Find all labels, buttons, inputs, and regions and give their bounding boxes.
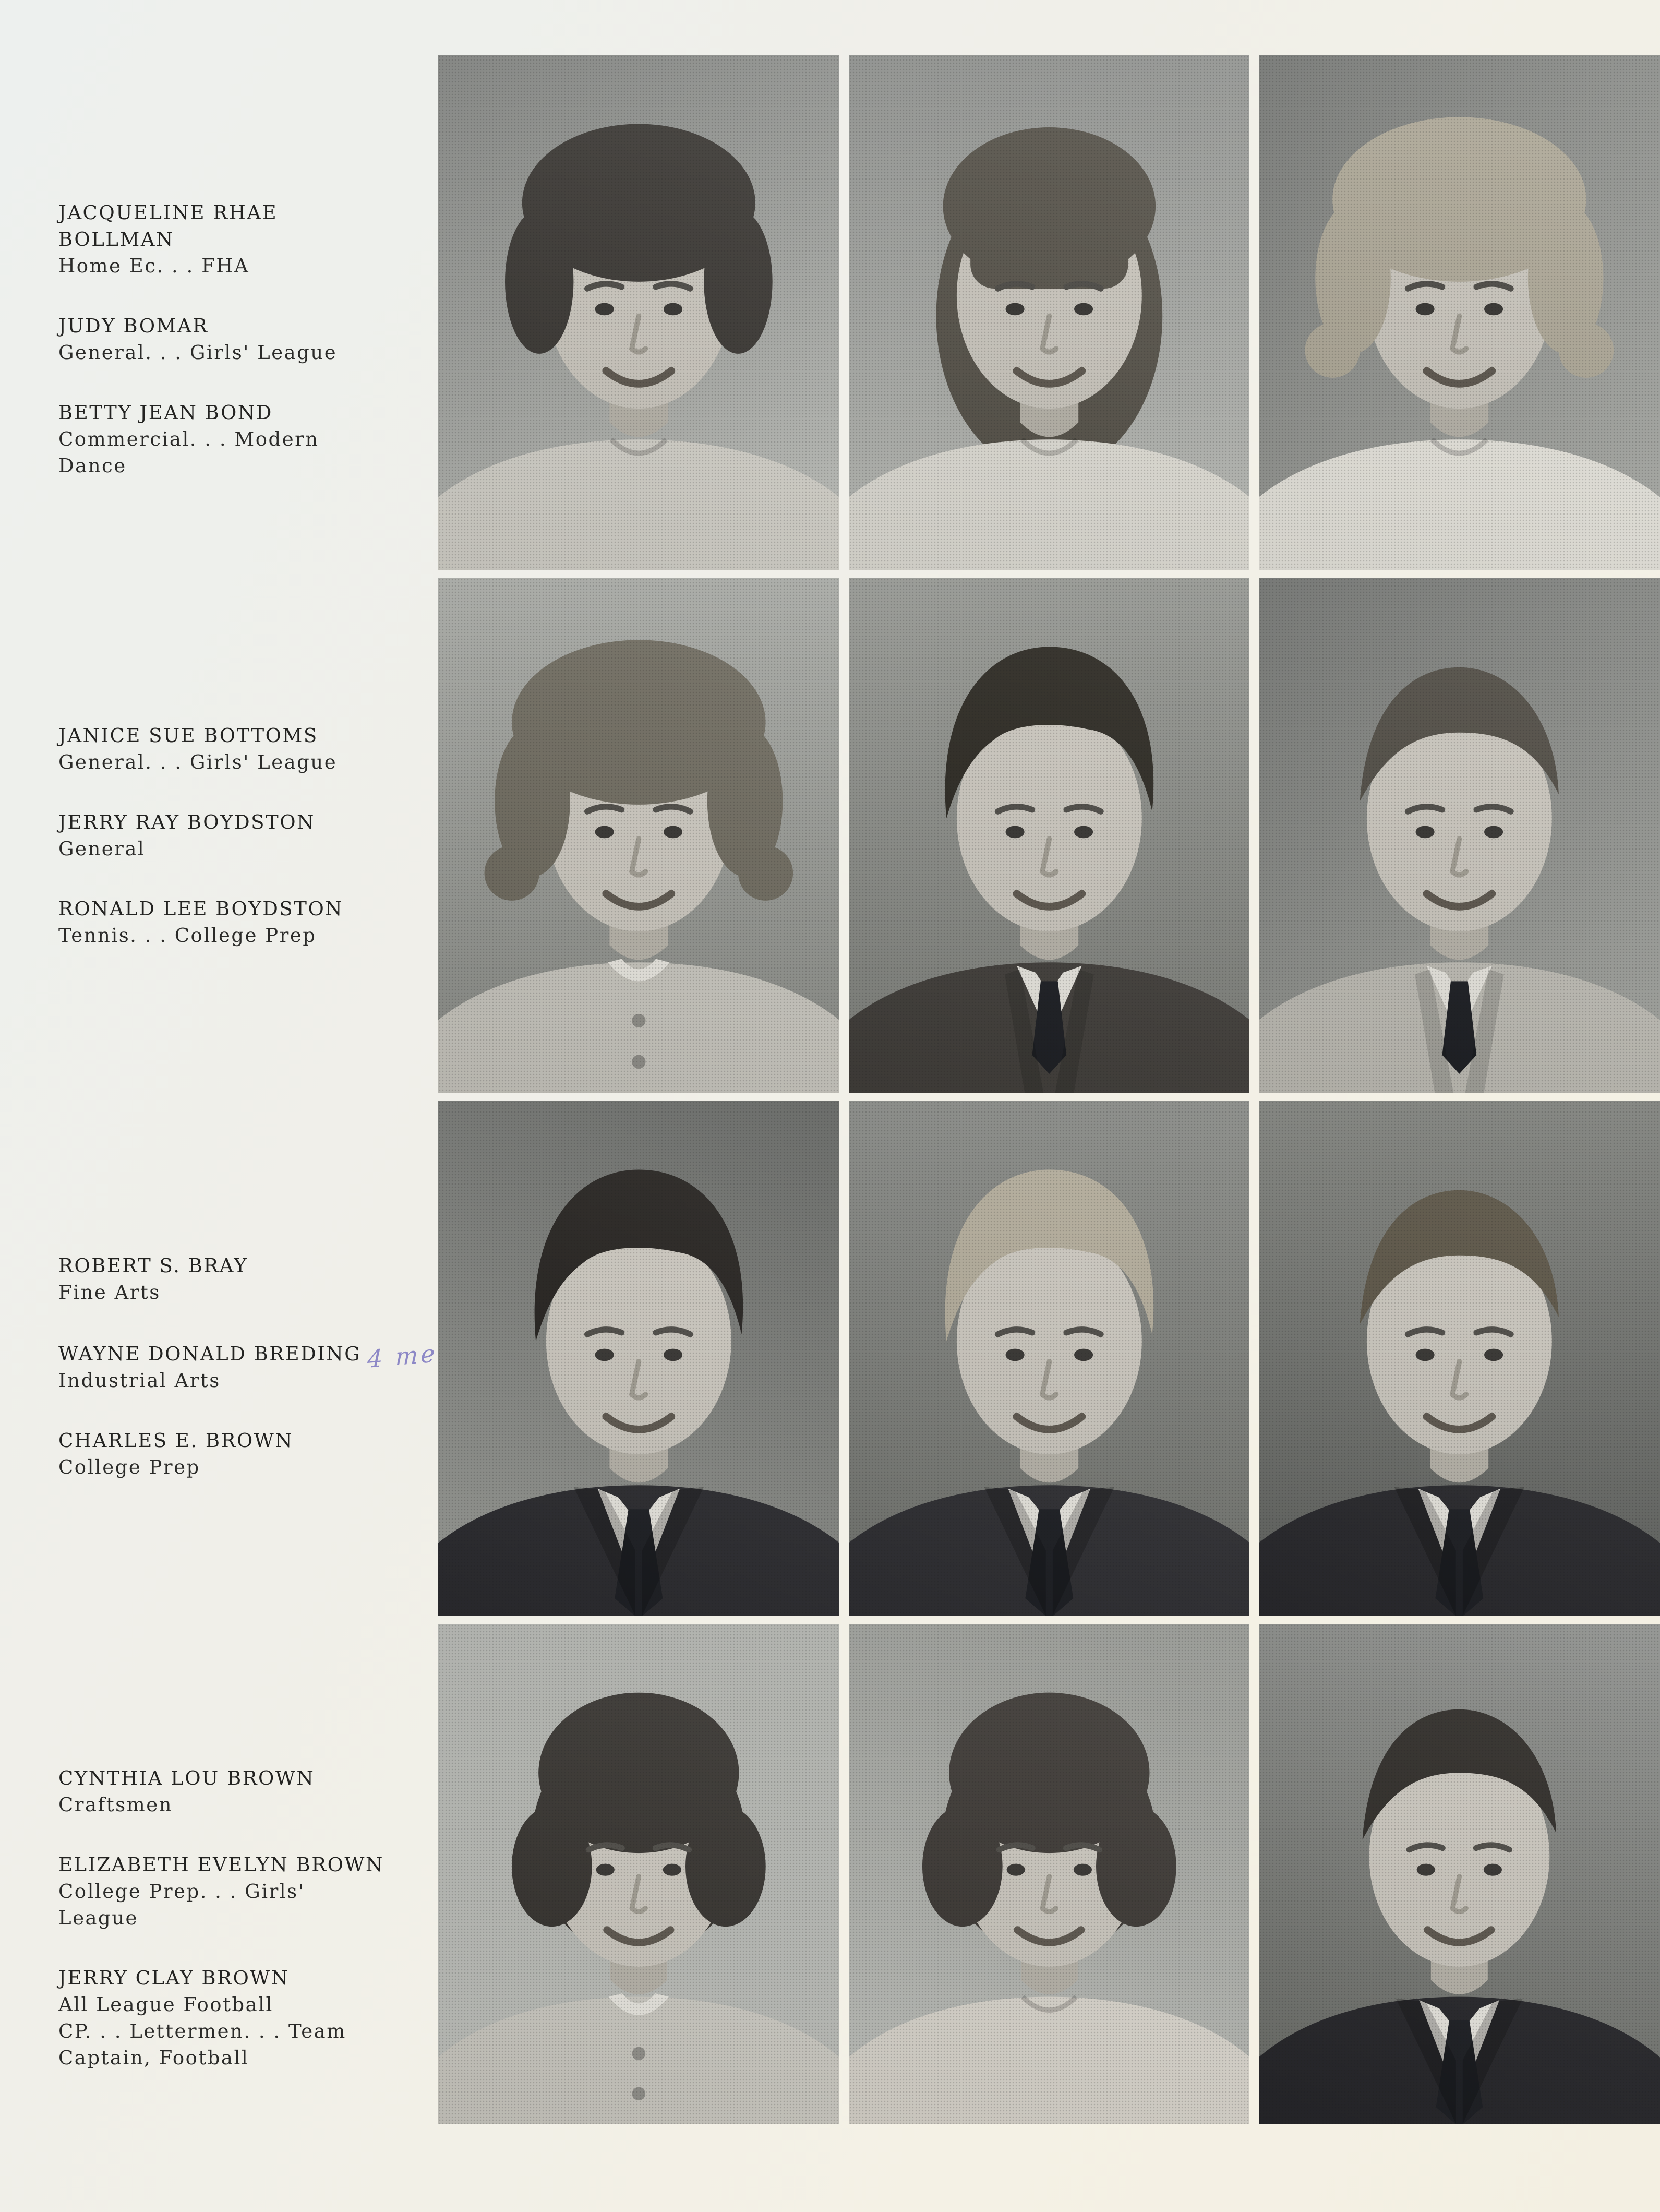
student-name bbox=[58, 1338, 438, 1374]
portrait-illustration bbox=[1259, 55, 1660, 570]
student-name bbox=[58, 895, 430, 922]
student-activity-line: Home Ec. . . FHA bbox=[58, 255, 250, 277]
portrait-illustration bbox=[1259, 578, 1660, 1093]
portrait-illustration bbox=[849, 1101, 1250, 1616]
portrait-illustration bbox=[849, 55, 1250, 570]
portrait-illustration bbox=[438, 1101, 839, 1616]
yearbook-photo bbox=[1259, 578, 1660, 1093]
student-entry bbox=[58, 199, 430, 279]
student-name bbox=[58, 313, 430, 339]
student-activities bbox=[58, 1991, 430, 2071]
yearbook-photo bbox=[438, 55, 839, 570]
portrait-illustration bbox=[1259, 1101, 1660, 1616]
portrait-illustration bbox=[849, 578, 1250, 1093]
student-name-line: RONALD LEE BOYDSTON bbox=[58, 898, 344, 920]
student-activity-line: General. . . Girls' League bbox=[58, 751, 338, 773]
yearbook-photo bbox=[438, 578, 839, 1093]
yearbook-photo bbox=[849, 578, 1250, 1093]
portrait-illustration bbox=[1259, 1624, 1660, 2124]
student-name bbox=[58, 1252, 430, 1279]
student-activities bbox=[58, 426, 430, 479]
student-name-line: JERRY RAY BOYDSTON bbox=[58, 811, 315, 833]
student-activity-line: All League Football bbox=[58, 1993, 273, 2016]
yearbook-photo bbox=[1259, 1624, 1660, 2124]
caption-group-3 bbox=[58, 1252, 438, 1480]
student-name-line: JUDY BOMAR bbox=[58, 315, 209, 337]
student-entry bbox=[58, 399, 430, 479]
student-entry bbox=[58, 809, 430, 862]
student-name-line: CYNTHIA LOU BROWN bbox=[58, 1767, 315, 1789]
student-name bbox=[58, 1427, 430, 1454]
student-name bbox=[58, 809, 430, 835]
student-name-line: JACQUELINE RHAE bbox=[58, 201, 278, 224]
student-activities bbox=[58, 1878, 430, 1931]
student-activity-line: Captain, Football bbox=[58, 2047, 249, 2069]
student-activities bbox=[58, 835, 430, 862]
yearbook-photo bbox=[849, 1101, 1250, 1616]
caption-column bbox=[0, 0, 438, 2212]
student-activity-line: College Prep. . . Girls' bbox=[58, 1880, 305, 1903]
student-activity-line: College Prep bbox=[58, 1456, 200, 1478]
student-activities bbox=[58, 922, 430, 949]
handwritten-annotation: 4 me bbox=[367, 1338, 438, 1374]
student-name bbox=[58, 1965, 430, 1991]
student-activity-line: General. . . Girls' League bbox=[58, 341, 338, 364]
student-name bbox=[58, 399, 430, 426]
student-activities bbox=[58, 339, 430, 366]
student-entry bbox=[58, 1338, 438, 1394]
student-entry bbox=[58, 895, 430, 949]
portrait-illustration bbox=[438, 578, 839, 1093]
student-activity-line: Dance bbox=[58, 455, 127, 477]
student-name-line: JERRY CLAY BROWN bbox=[58, 1967, 290, 1989]
student-name bbox=[58, 722, 430, 749]
student-entry bbox=[58, 313, 430, 366]
student-name-line: ROBERT S. BRAY bbox=[58, 1254, 248, 1277]
student-name-line: CHARLES E. BROWN bbox=[58, 1429, 294, 1452]
student-entry bbox=[58, 722, 430, 775]
student-name-line: ELIZABETH EVELYN BROWN bbox=[58, 1854, 384, 1876]
student-entry bbox=[58, 1252, 430, 1306]
yearbook-photo bbox=[438, 1624, 839, 2124]
student-activities bbox=[58, 1791, 430, 1818]
caption-group-2 bbox=[58, 722, 430, 949]
photo-grid bbox=[438, 55, 1660, 2124]
student-entry bbox=[58, 1851, 430, 1931]
student-entry bbox=[58, 1765, 430, 1818]
portrait-illustration bbox=[849, 1624, 1250, 2124]
student-activity-line: Commercial. . . Modern bbox=[58, 428, 319, 450]
student-entry bbox=[58, 1427, 430, 1480]
student-activity-line: CP. . . Lettermen. . . Team bbox=[58, 2020, 346, 2042]
student-activity-line: Fine Arts bbox=[58, 1281, 161, 1304]
portrait-illustration bbox=[438, 1624, 839, 2124]
student-activity-line: League bbox=[58, 1907, 138, 1929]
student-activities bbox=[58, 1454, 430, 1480]
student-name-line: JANICE SUE BOTTOMS bbox=[58, 724, 318, 747]
student-name-line: BETTY JEAN BOND bbox=[58, 401, 273, 424]
student-activity-line: Industrial Arts bbox=[58, 1369, 221, 1392]
caption-group-1 bbox=[58, 199, 430, 479]
caption-group-4 bbox=[58, 1765, 430, 2071]
yearbook-photo bbox=[1259, 55, 1660, 570]
student-name bbox=[58, 1851, 430, 1878]
student-activities bbox=[58, 749, 430, 775]
student-activity-line: Tennis. . . College Prep bbox=[58, 924, 317, 947]
student-name-line: WAYNE DONALD BREDING 4 me bbox=[58, 1338, 438, 1374]
student-name bbox=[58, 199, 430, 253]
yearbook-photo bbox=[1259, 1101, 1660, 1616]
student-activity-line: General bbox=[58, 838, 146, 860]
yearbook-photo bbox=[438, 1101, 839, 1616]
portrait-illustration bbox=[438, 55, 839, 570]
yearbook-photo bbox=[849, 55, 1250, 570]
student-activities bbox=[58, 1279, 430, 1306]
student-activities bbox=[58, 253, 430, 279]
student-activity-line: Craftsmen bbox=[58, 1793, 173, 1816]
yearbook-photo bbox=[849, 1624, 1250, 2124]
student-name-line: BOLLMAN bbox=[58, 228, 174, 250]
student-name bbox=[58, 1765, 430, 1791]
student-entry bbox=[58, 1965, 430, 2071]
